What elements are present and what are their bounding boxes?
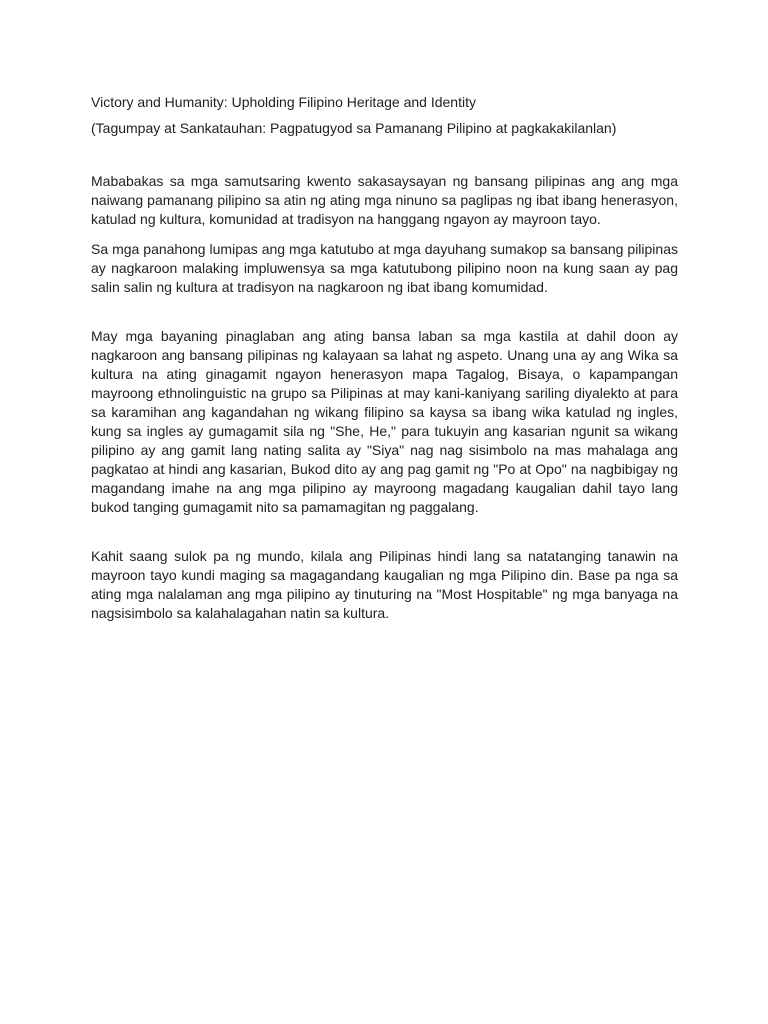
paragraph-2: Sa mga panahong lumipas ang mga katutubo at mga dayuhang sumakop sa bansang pilipinas ay nagkaroon malaking impluwensya sa mga katutubong pilipino noon na kung saan ay pag salin salin ng kultura at tradisyon na nagkaroon ng ibat ibang komumidad. (91, 241, 678, 295)
document-subtitle: (Tagumpay at Sankatauhan: Pagpatugyod sa Pamanang Pilipino at pagkakakilanlan) (91, 120, 617, 136)
document-title: Victory and Humanity: Upholding Filipino Heritage and Identity (91, 94, 476, 110)
paragraph-3: May mga bayaning pinaglaban ang ating bansa laban sa mga kastila at dahil doon ay nagkaroon ang bansang pilipinas ng kalayaan sa lahat ng aspeto. Unang una ay ang Wika sa kultura na ating ginagamit ngayon henerasyon mapa Tagalog, Bisaya, o kapampangan mayroong ethnolinguistic na grupo sa Pilipinas at may kani-kaniyang sariling diyalekto at para sa karamihan ang kagandahan ng wikang filipino sa kaysa sa ibang wika katulad ng ingles, kung sa ingles ay gumagamit sila ng "She, He," para tukuyin ang kasarian ngunit sa wikang pilipino ay ang gamit lang nating salita ay "Siya" nag nag sisimbolo na mas mahalaga ang pagkatao at hindi ang kasarian, Bukod dito ay ang pag gamit ng "Po at Opo" na nagbibigay ng magandang imahe na ang mga pilipino ay mayroong magadang kaugalian dahil tayo lang bukod tanging gumagamit nito sa pamamagitan ng paggalang. (91, 328, 678, 515)
paragraph-1: Mababakas sa mga samutsaring kwento sakasaysayan ng bansang pilipinas ang ang mga naiwang pamanang pilipino sa atin ng ating mga ninuno sa paglipas ng ibat ibang henerasyon, katulad ng kultura, komunidad at tradisyon na hanggang ngayon ay mayroon tayo. (91, 173, 678, 227)
document-body (91, 93, 678, 623)
paragraph-4: Kahit saang sulok pa ng mundo, kilala ang Pilipinas hindi lang sa natatanging tanawin na mayroon tayo kundi maging sa magagandang kaugalian ng mga Pilipino din. Base pa nga sa ating mga nalalaman ang mga pilipino ay tinuturing na "Most Hospitable" ng mga banyaga na nagsisimbolo sa kalahalagahan natin sa kultura. (91, 548, 678, 621)
